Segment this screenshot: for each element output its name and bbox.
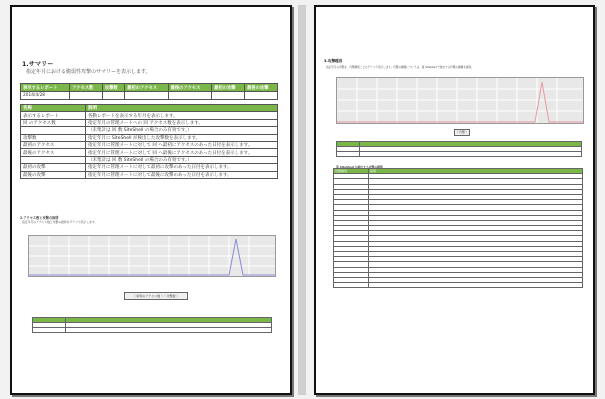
definition-desc: 指定年月に管理メートに対して最後に攻撃のあった日付を表示します。 (86, 171, 278, 178)
count-cell (66, 328, 272, 333)
access-count-table (32, 317, 272, 333)
count-cell (33, 328, 66, 333)
attack-section-description: 指定年月の攻撃を、攻撃種別ごとのグラフで表示します。攻撃の種類については、第 SiteShell で検出する攻撃の種類を参照。 (326, 66, 474, 69)
definition-name (21, 156, 86, 163)
attack-types-header: 説明 (369, 169, 583, 174)
access-series-line (29, 239, 275, 275)
access-chart-legend-button[interactable]: （ 時刻のアクセス数 ）（ 攻撃数 ） (124, 292, 188, 300)
definition-desc: 指定年月に SiteShell が検出した攻撃数を表示します。 (86, 134, 278, 141)
summary-value-row (21, 92, 278, 100)
summary-value (125, 92, 169, 100)
summary-value (102, 92, 124, 100)
attack-types-row (334, 283, 583, 288)
definition-row (21, 119, 278, 126)
definition-desc: 指定年月に管理メートに対して 回 へ最初にアクセスのあった日付を表示します。 (86, 141, 278, 148)
definition-name (21, 127, 86, 134)
summary-value (212, 92, 245, 100)
definition-header-name: 名称 (21, 105, 86, 112)
definition-name: 表示するレポート (21, 112, 86, 119)
summary-title: 1.サマリー (22, 61, 54, 68)
definition-row (21, 141, 278, 148)
document-page-1 (10, 5, 292, 395)
definition-name: 回 のアクセス数 (21, 119, 86, 126)
access-chart (28, 235, 276, 277)
definition-desc: 指定年月に管理メートに対して 回 へ最後にアクセスのあった日付を表示します。 (86, 149, 278, 156)
definition-desc: 指定年月に管理メートに対して最初に攻撃のあった日付を表示します。 (86, 164, 278, 171)
attack-type-desc (369, 283, 583, 288)
summary-header: アクセス数 (70, 84, 103, 92)
summary-description: 指定年月における脆弱性攻撃のサマリーを表示します。 (26, 69, 151, 75)
summary-header: 最初のアクセス (125, 84, 169, 92)
definition-name: 攻撃数 (21, 134, 86, 141)
attack-chart-legend-button[interactable]: （ 攻撃 ） (455, 130, 469, 134)
definition-name: 最初のアクセス (21, 141, 86, 148)
definition-table (20, 104, 278, 179)
definition-header-row (21, 105, 278, 112)
attack-types-table (333, 168, 583, 288)
attack-types-header: 攻撃種別 (334, 169, 369, 174)
summary-header: 最後のアクセス (168, 84, 212, 92)
count-cell (360, 152, 582, 157)
definition-desc: （未集計は 回 数 SiteShell の場合のみ有効です。） (86, 127, 278, 134)
definition-name: 最後のアクセス (21, 149, 86, 156)
definition-row (21, 171, 278, 178)
attack-count-table (336, 141, 582, 157)
summary-header-row (21, 84, 278, 92)
attack-series-line (337, 82, 583, 122)
page-separator (298, 5, 306, 395)
definition-row (21, 127, 278, 134)
access-chart-title: 2.アクセス数と攻撃の推移 (20, 216, 59, 220)
definition-desc: 各動レポートを表示する年月を表示します。 (86, 112, 278, 119)
attack-section-title: 3.攻撃種別 (324, 59, 343, 63)
definition-row (21, 134, 278, 141)
summary-value (168, 92, 212, 100)
attack-chart (336, 77, 584, 124)
summary-table (20, 83, 278, 100)
attack-chart-svg (337, 78, 583, 123)
count-row (33, 328, 272, 333)
access-chart-description: 指定年月のアクセス数と攻撃の推移をグラフで表示します。 (22, 220, 98, 224)
definition-row (21, 164, 278, 171)
summary-header: 最後の攻撃 (245, 84, 278, 92)
definition-desc: （未集計は 回 数 SiteShell の場合のみ有効です。） (86, 156, 278, 163)
summary-value: 2014/4/28 (21, 92, 70, 100)
definition-desc: 指定年月の管理メートへの 回 アクセス数を表示します。 (86, 119, 278, 126)
attack-type-name (334, 283, 369, 288)
definition-row (21, 149, 278, 156)
summary-header: 最初の攻撃 (212, 84, 245, 92)
access-chart-svg (29, 236, 275, 276)
count-row (337, 152, 582, 157)
summary-header: 攻撃数 (102, 84, 124, 92)
definition-name: 最初の攻撃 (21, 164, 86, 171)
attack-types-title: 第 SiteShell が検出する攻撃の種類 (336, 165, 383, 169)
summary-value (70, 92, 103, 100)
definition-row (21, 156, 278, 163)
summary-value (245, 92, 278, 100)
definition-name: 最後の攻撃 (21, 171, 86, 178)
definition-header-desc: 説明 (86, 105, 278, 112)
definition-row (21, 112, 278, 119)
summary-header: 表示するレポート (21, 84, 70, 92)
count-cell (337, 152, 360, 157)
